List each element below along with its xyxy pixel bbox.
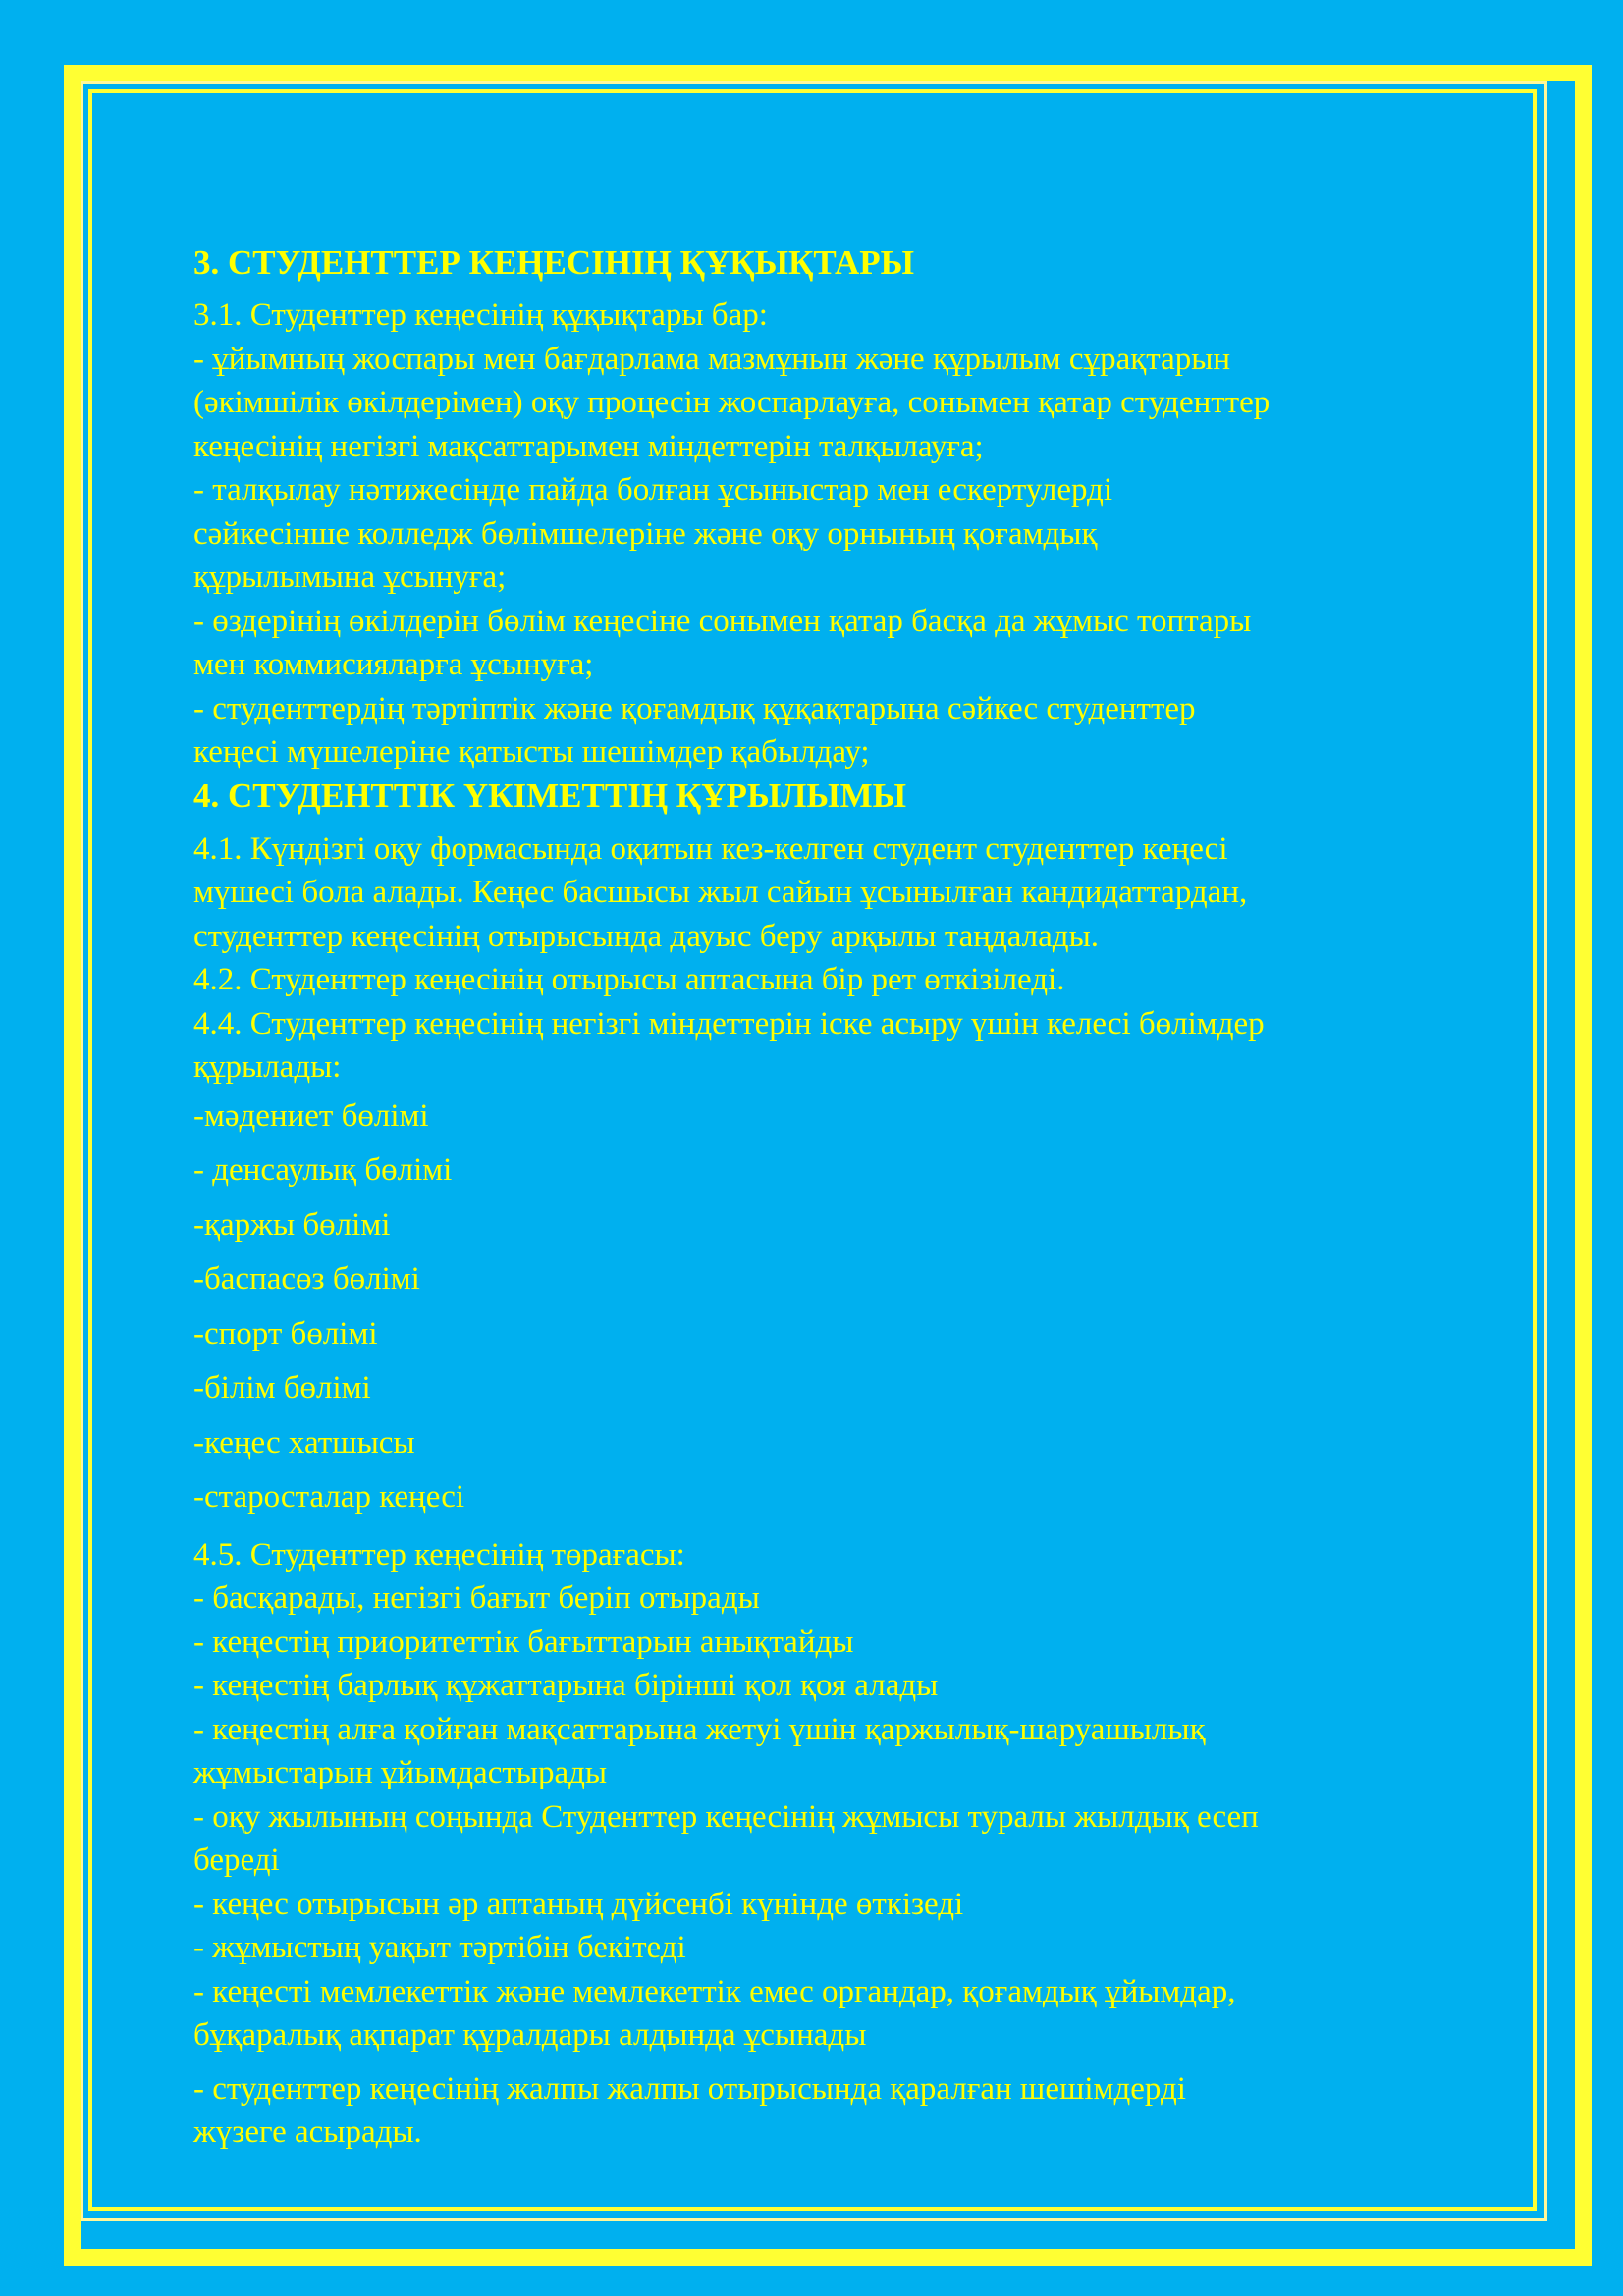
section-3-heading: 3. СТУДЕНТТЕР КЕҢЕСІНІҢ ҚҰҚЫҚТАРЫ [193,243,914,282]
chair-duties [193,1533,1489,2057]
section-3-line: - ұйымның жоспары мен бағдарлама мазмұнын және құрылым сұрақтарын [193,341,1231,377]
section-4-line: құрылады: [193,1049,342,1085]
section-3-line: - талқылау нәтижесінде пайда болған ұсыныстар мен ескертулерді [193,472,1112,507]
chair-duty-line: - кеңестің барлық құжаттарына бірінші қол қоя алады [193,1668,939,1703]
section-3-line: құрылымына ұсынуға; [193,560,507,595]
section-3-line: - студенттердің тәртіптік және қоғамдық құқақтарына сәйкес студенттер [193,690,1196,726]
chair-duty-line: - кеңестің алға қойған мақсаттарына жетуі үшін қаржылық-шаруашылық [193,1711,1206,1747]
department-item: -мәдениет бөлімі [193,1097,429,1134]
section-3-line: мен коммисияларға ұсынуға; [193,647,594,682]
department-item: -баспасөз бөлімі [193,1261,420,1297]
section-4-line: 4.2. Студенттер кеңесінің отырысы аптасына бір рет өткізіледі. [193,962,1065,997]
section-3-line: (әкімшілік өкілдерімен) оқу процесін жоспарлауға, сонымен қатар студенттер [193,385,1271,420]
section-3-line: кеңесі мүшелеріне қатысты шешімдер қабылдау; [193,734,870,770]
section-4-line: 4.4. Студенттер кеңесінің негізгі міндеттерін іске асыру үшін келесі бөлімдер [193,1005,1265,1041]
section-4-heading: 4. СТУДЕНТТІК ҮКІМЕТТІҢ ҚҰРЫЛЫМЫ [193,775,907,815]
department-item: -қаржы бөлімі [193,1206,391,1243]
chair-duty-line: жұмыстарын ұйымдастырады [193,1755,608,1790]
final-duty-line: - студенттер кеңесінің жалпы жалпы отырысында қаралған шешімдерді [193,2070,1186,2107]
chair-duty-line: - оқу жылының соңында Студенттер кеңесінің жұмысы туралы жылдық есеп [193,1798,1259,1835]
section-3-line: 3.1. Студенттер кеңесінің құқықтары бар: [193,297,768,333]
section-3-line: сәйкесінше колледж бөлімшелеріне және оқу орнының қоғамдық [193,515,1098,552]
department-item: -білім бөлімі [193,1370,371,1406]
section-4-line: мүшесі бола алады. Кеңес басшысы жыл сайын ұсынылған кандидаттардан, [193,875,1248,910]
department-item: -старосталар кеңесі [193,1479,465,1515]
chair-duty-line: - кеңестің приоритеттік бағыттарын анықтайды [193,1624,854,1660]
final-duty [193,2067,1489,2155]
section-4-line: 4.1. Күндізгі оқу формасында оқитын кез-келген студент студенттер кеңесі [193,830,1228,867]
section-3-line: - өздерінің өкілдерін бөлім кеңесіне сонымен қатар басқа да жұмыс топтары [193,603,1252,639]
chair-duty-line: - басқарады, негізгі бағыт беріп отырады [193,1580,760,1616]
section-4-line: студенттер кеңесінің отырысында дауыс беру арқылы таңдалады. [193,918,1100,954]
chair-duty-line: 4.5. Студенттер кеңесінің төрағасы: [193,1536,685,1573]
department-item: - денсаулық бөлімі [193,1152,453,1188]
departments-list [193,1090,1489,1525]
chair-duty-line: - кеңес отырысын әр аптаның дүйсенбі күнінде өткізеді [193,1886,964,1922]
department-item: -кеңес хатшысы [193,1424,415,1461]
chair-duty-line: береді [193,1842,280,1878]
section-4-text [193,828,1489,1090]
chair-duty-line: - кеңесті мемлекеттік және мемлекеттік емес органдар, қоғамдық ұйымдар, [193,1973,1236,2009]
chair-duty-line: бұқаралық ақпарат құралдары алдында ұсынады [193,2017,867,2053]
section-3-text [193,294,1489,774]
chair-duty-line: - жұмыстың уақыт тәртібін бекітеді [193,1930,686,1965]
final-duty-line: жүзеге асырады. [193,2114,422,2150]
department-item: -спорт бөлімі [193,1315,378,1352]
section-3-line: кеңесінің негізгі мақсаттарымен міндеттерін талқылауға; [193,428,984,464]
document-body [193,241,1489,2155]
